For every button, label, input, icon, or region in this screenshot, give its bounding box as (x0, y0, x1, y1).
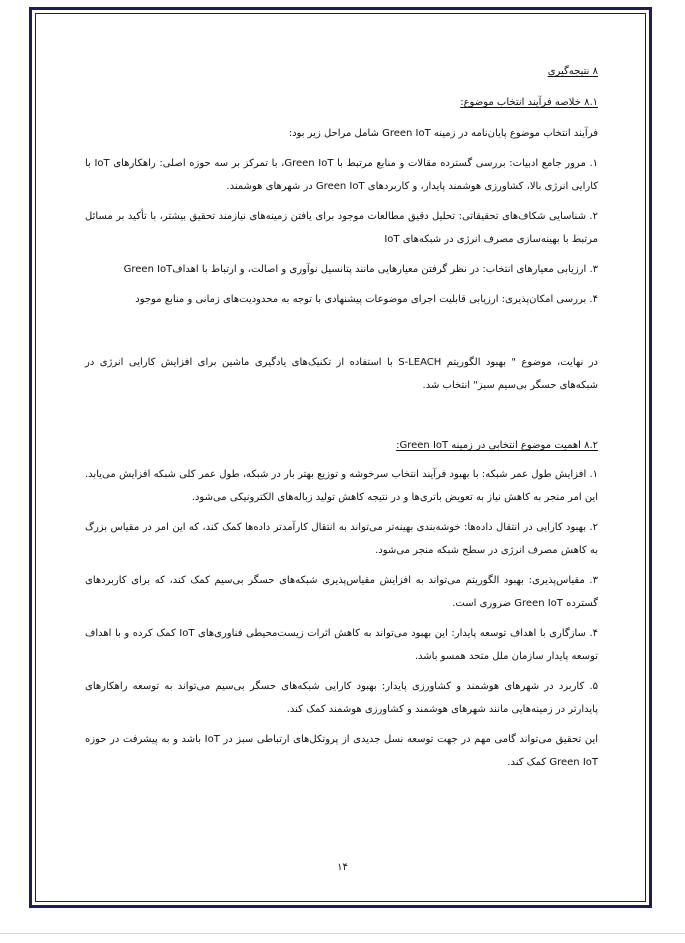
selected-topic-paragraph: در نهایت، موضوع " بهبود الگوریتم S-LEACH با استفاده از تکنیک‌های یادگیری ماشین برای افزایش کارایی انرژی در شبکه‌های حسگر بی‌سیم سبز" انتخاب شد. (85, 357, 598, 391)
section-8-1-title: ۸.۱ خلاصه فرآیند انتخاب موضوع: (460, 97, 598, 108)
selection-step-4: ۴. بررسی امکان‌پذیری: ارزیابی قابلیت اجرای موضوعات پیشنهادی با توجه به محدودیت‌های زمانی و منابع موجود (135, 294, 598, 305)
importance-item-4: ۴. سازگاری با اهداف توسعه پایدار: این بهبود می‌تواند به کاهش اثرات زیست‌محیطی فناوری‌های IoT کمک کرده و با اهداف توسعه پایدار سازمان ملل متحد همسو باشد. (85, 628, 598, 662)
importance-item-1: ۱. افزایش طول عمر شبکه: با بهبود فرآیند انتخاب سرخوشه و توزیع بهتر بار در شبکه، طول عمر کلی شبکه افزایش می‌یابد. این امر منجر به کاهش نیاز به تعویض باتری‌ها و در نتیجه کاهش تولید زباله‌های الکترونیکی می‌شود. (85, 469, 598, 503)
section-8-title: ۸ نتیجه‌گیری (547, 66, 598, 77)
section-8-1-intro: فرآیند انتخاب موضوع پایان‌نامه در زمینه Green IoT شامل مراحل زیر بود: (288, 128, 598, 139)
selection-step-3: ۳. ارزیابی معیارهای انتخاب: در نظر گرفتن معیارهایی مانند پتانسیل نوآوری و اصالت، و ارتباط با اهدافGreen IoT (123, 264, 598, 275)
importance-item-3: ۳. مقیاس‌پذیری: بهبود الگوریتم می‌تواند به افزایش مقیاس‌پذیری شبکه‌های حسگر بی‌سیم کمک کند، که برای کاربردهای گسترده Green IoT ضروری است. (85, 575, 598, 609)
importance-item-5: ۵. کاربرد در شهرهای هوشمند و کشاورزی پایدار: بهبود کارایی شبکه‌های حسگر بی‌سیم می‌تواند به توسعه راهکارهای پایدارتر در زمینه‌هایی مانند شهرهای هوشمند و کشاورزی هوشمند کمک کند. (85, 681, 598, 715)
importance-item-2: ۲. بهبود کارایی در انتقال داده‌ها: خوشه‌بندی بهینه‌تر می‌تواند به انتقال کارآمدتر داده‌ها کمک کند، که این امر در مقیاس بزرگ به کاهش مصرف انرژی در سطح شبکه منجر می‌شود. (85, 522, 598, 556)
closing-paragraph: این تحقیق می‌تواند گامی مهم در جهت توسعه نسل جدیدی از پروتکل‌های ارتباطی سبز در IoT باشد و به پیشرفت در حوزه Green IoT کمک کند. (85, 734, 599, 768)
selection-step-2: ۲. شناسایی شکاف‌های تحقیقاتی: تحلیل دقیق مطالعات موجود برای یافتن زمینه‌های نیازمند تحقیق بیشتر، با تأکید بر مسائل مرتبط با بهینه‌سازی مصرف انرژی در شبکه‌های IoT (85, 211, 598, 245)
page-content (85, 60, 598, 774)
page-number: ۱۴ (337, 862, 348, 873)
selection-step-1: ۱. مرور جامع ادبیات: بررسی گسترده مقالات و منابع مرتبط با Green IoT، با تمرکز بر سه حوزه اصلی: راهکارهای IoT با کارایی انرژی بالا، کشاورزی هوشمند پایدار، و کاربردهای Green IoT در شهرهای هوشمند. (85, 158, 599, 192)
page-bottom-edge (0, 933, 685, 934)
section-8-2-title: ۸.۲ اهمیت موضوع انتخابی در زمینه Green IoT: (396, 440, 598, 451)
